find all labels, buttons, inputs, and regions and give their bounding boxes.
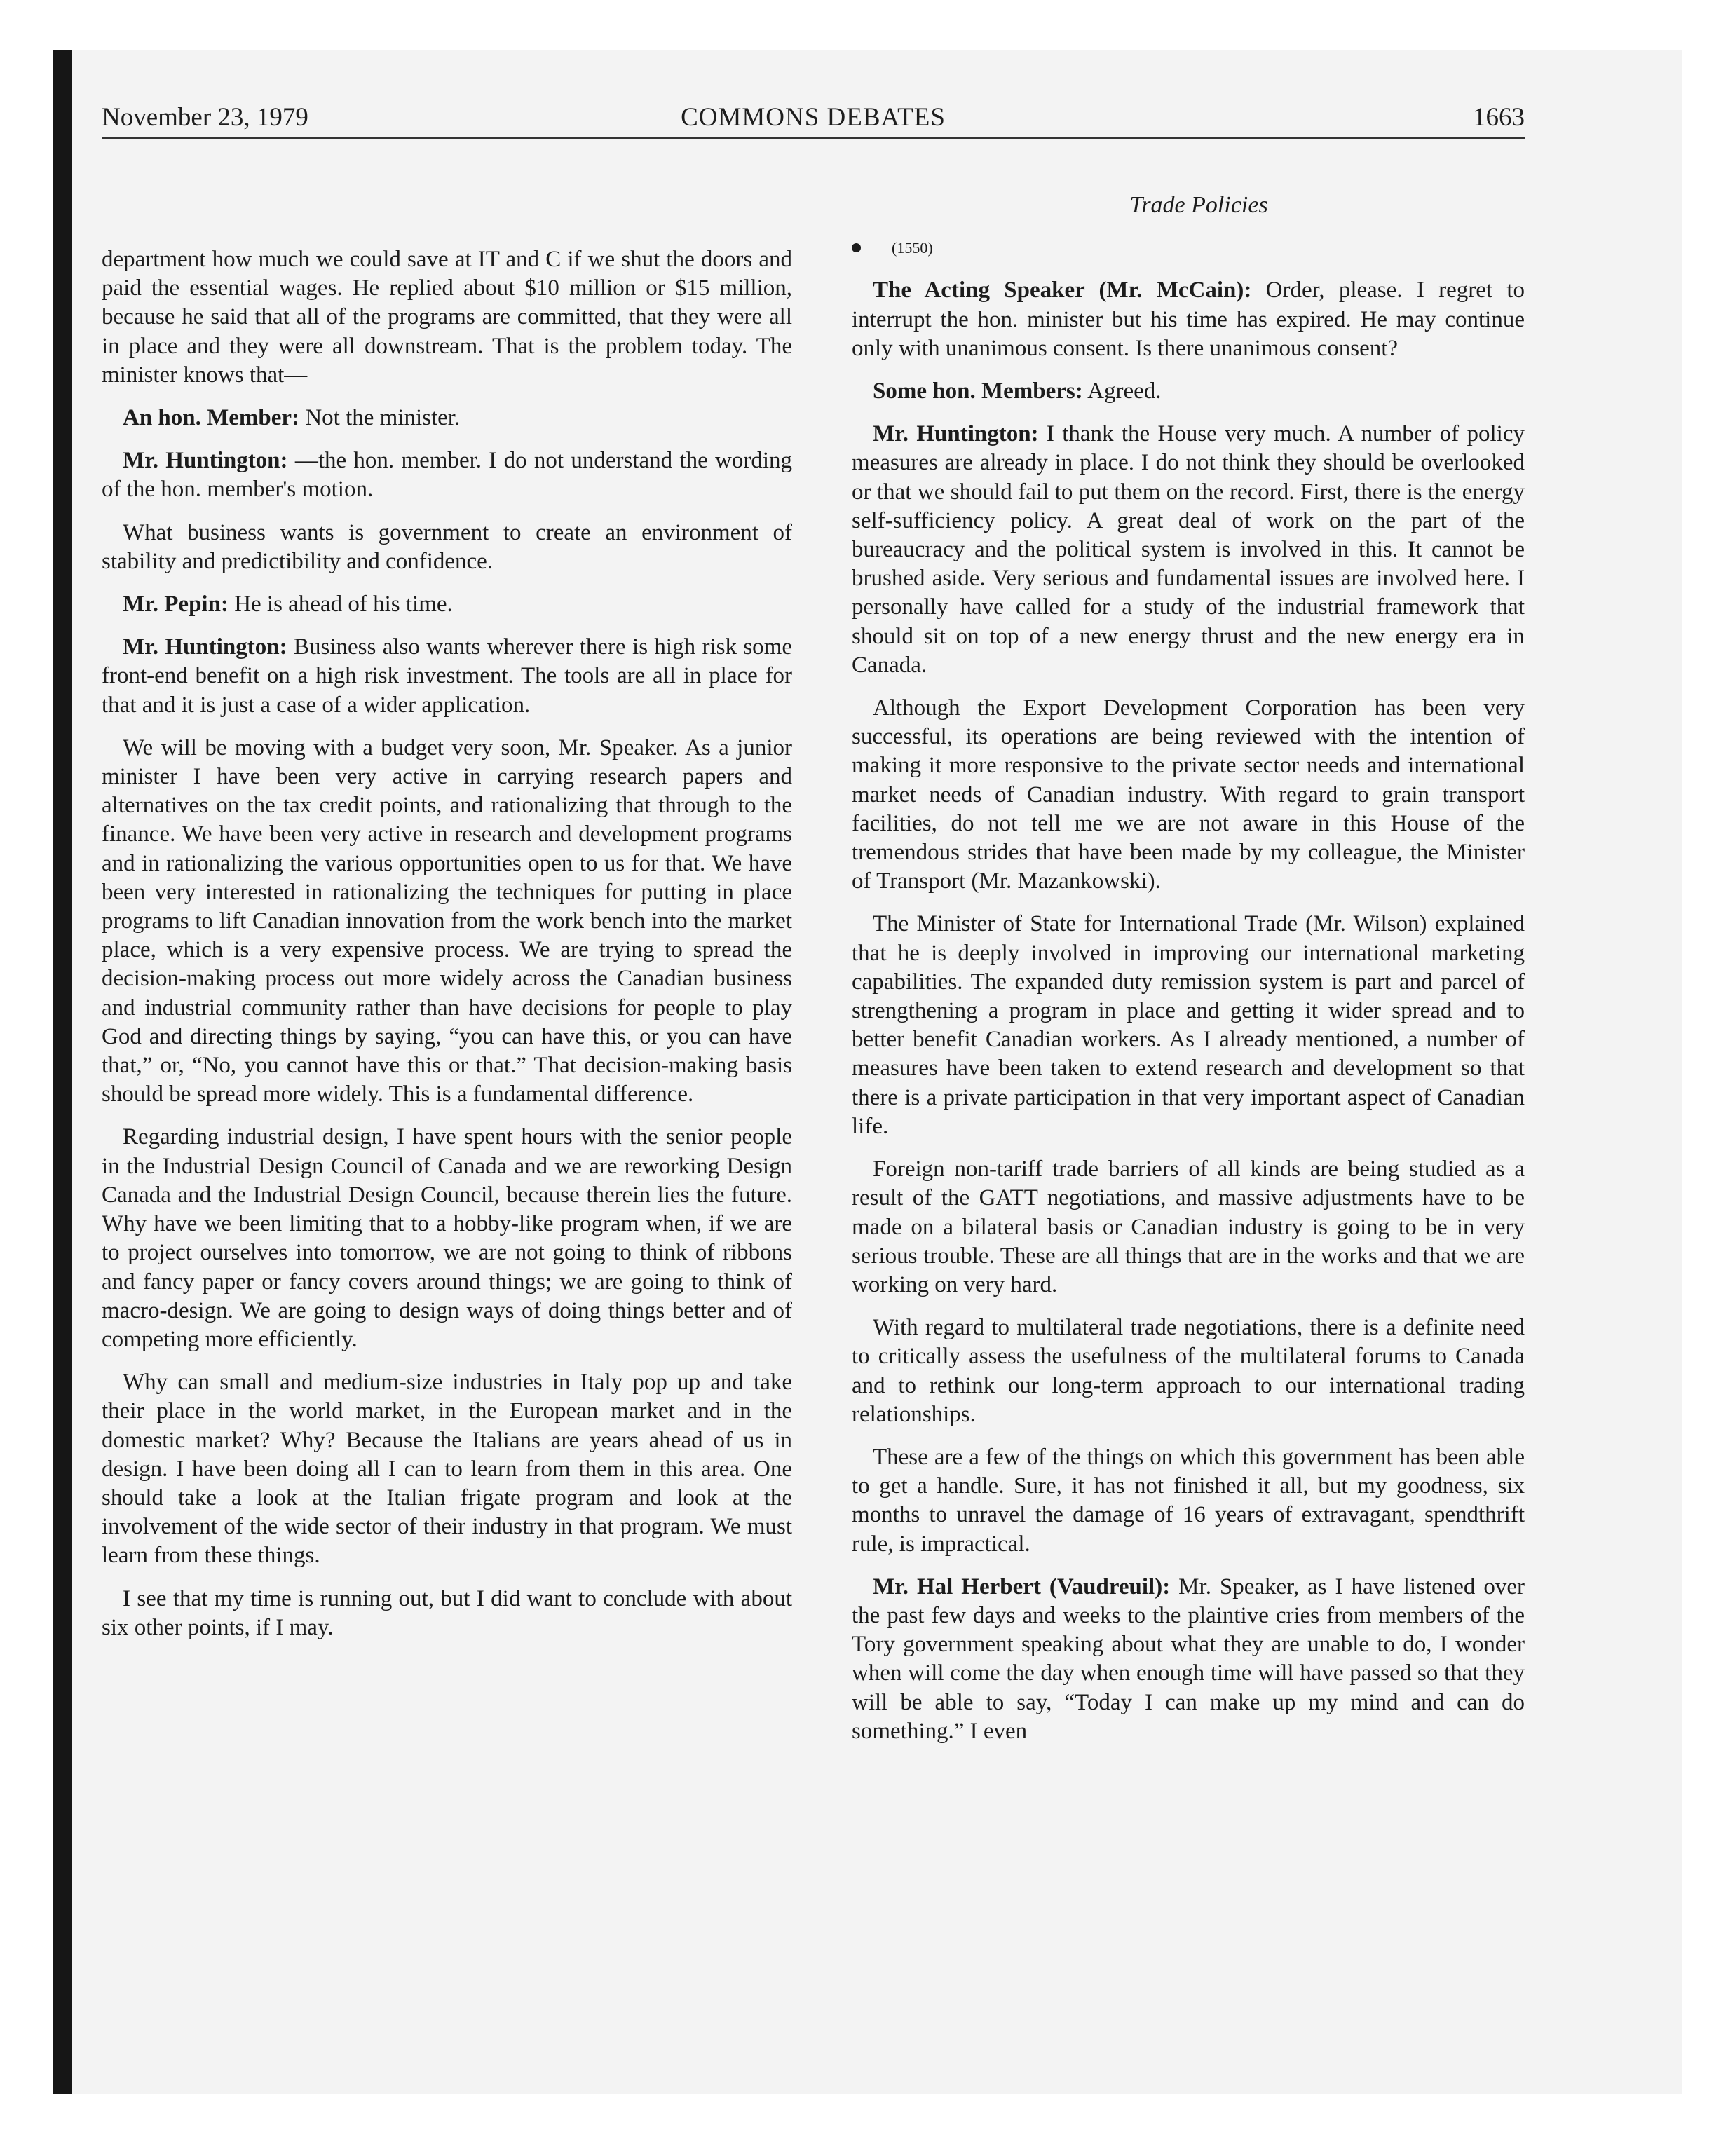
left-column	[102, 245, 792, 1656]
paragraph	[852, 1443, 1525, 1559]
speaker-name: Mr. Hal Herbert (Vaudreuil):	[873, 1574, 1171, 1599]
paragraph-text: Why can small and medium-size industries in Italy pop up and take their place in the world market, in the European market and in the domestic market? Why? Because the Italians are years ahead of us in design. I have been doing all I can to learn from them in this area. One should take a look at the Italian frigate program and look at the involvement of the wide sector of their industry in that program. We must learn from these things.	[102, 1370, 792, 1569]
paragraph	[102, 446, 792, 504]
paragraph-text: These are a few of the things on which this government has been able to get a handle. Sure, it has not finished it all, but my goodness, six months to unravel the damage of 16 years of extravagant, spendthrift rule, is impractical.	[852, 1444, 1525, 1557]
paragraph-text: I see that my time is running out, but I did want to conclude with about six other points, if I may.	[102, 1585, 792, 1640]
paragraph-text: Not the minister.	[299, 405, 461, 431]
paragraph	[102, 633, 792, 720]
page-header	[102, 98, 1525, 139]
paragraph-text: The Minister of State for International Trade (Mr. Wilson) explained that he is deeply involved in improving our international marketing capabilities. The expanded duty remission system is part and parcel of strengthening a program in place and getting it wider spread and to better benefit Canadian workers. As I already mentioned, a number of measures have been taken to extend research and development so that there is a private participation in that very important aspect of Canadian life.	[852, 911, 1525, 1139]
paragraph-text: Foreign non-tariff trade barriers of all kinds are being studied as a result of the GATT negotiations, and massive adjustments have to be made on a bilateral basis or Canadian industry is going to be in very serious trouble. These are all things that are in the works and that we are working on very hard.	[852, 1157, 1525, 1297]
timestamp-text: (1550)	[892, 239, 933, 257]
paragraph-text: Regarding industrial design, I have spent hours with the senior people in the Industrial Design Council of Canada and we are reworking Design Canada and the Industrial Design Council, because therein lies the future. Why have we been limiting that to a hobby-like program when, if we are to project ourselves into tomorrow, we are not going to think of ribbons and fancy paper or fancy covers around things; we are going to think of macro-design. We are going to design ways of doing things better and of competing more efficiently.	[102, 1124, 792, 1352]
header-page-number: 1663	[1473, 103, 1525, 132]
paragraph	[102, 1585, 792, 1642]
speaker-name: Mr. Huntington:	[873, 421, 1039, 447]
paragraph	[852, 1155, 1525, 1299]
paragraph-text: department how much we could save at IT and C if we shut the doors and paid the essential wages. He replied about $10 million or $15 million, because he said that all of the programs are committed, that they were all in place and they were all downstream. That is the problem today. The minister knows that—	[102, 247, 792, 388]
scan-edge-bar	[53, 50, 72, 2094]
paragraph-text: With regard to multilateral trade negotiations, there is a definite need to critically assess the usefulness of the multilateral forums to Canada and to rethink our long-term approach to our international trading relationships.	[852, 1315, 1525, 1427]
paragraph	[102, 404, 792, 432]
speaker-name: Mr. Pepin:	[123, 592, 229, 618]
paragraph-text: Business also wants wherever there is high risk some front-end benefit on a high risk investment. The tools are all in place for that and it is just a case of a wider application.	[102, 634, 792, 718]
paragraph	[852, 1314, 1525, 1429]
section-title: Trade Policies	[1129, 192, 1268, 218]
paragraph	[102, 734, 792, 1110]
paragraph	[852, 420, 1525, 680]
timestamp-marker	[852, 233, 1525, 262]
paragraph-text: Agreed.	[1082, 378, 1162, 404]
paragraph-text: Although the Export Development Corporation has been very successful, its operations are being reviewed with the intention of making it more responsive to the private sector needs and international market needs of Canadian industry. With regard to grain transport facilities, do not tell me we are not aware in this House of the tremendous strides that have been made by my colleague, the Minister of Transport (Mr. Mazankowski).	[852, 695, 1525, 894]
paragraph-text: Order, please. I regret to interrupt the hon. minister but his time has expired. He may continue only with unanimous consent. Is there unanimous consent?	[852, 278, 1525, 361]
paragraph-text: Mr. Speaker, as I have listened over the past few days and weeks to the plaintive cries from members of the Tory government speaking about what they are unable to do, I wonder when will come the day when enough time will have passed so that they will be able to say, “Today I can make up my mind and can do something.” I even	[852, 1574, 1525, 1744]
speaker-name: An hon. Member:	[123, 405, 300, 431]
paragraph	[852, 1573, 1525, 1746]
speaker-name: Some hon. Members:	[873, 378, 1083, 404]
speaker-name: Mr. Huntington:	[123, 448, 288, 474]
paragraph	[102, 1368, 792, 1570]
header-publication: COMMONS DEBATES	[681, 103, 946, 132]
paragraph-text: —the hon. member. I do not understand the wording of the hon. member's motion.	[102, 448, 793, 503]
paragraph	[102, 590, 792, 619]
paragraph-text: We will be moving with a budget very soon, Mr. Speaker. As a junior minister I have been very active in carrying research papers and alternatives on the tax credit points, and rationalizing that through to the finance. We have been very active in research and development programs and in rationalizing the various opportunities open to us for that. We have been very interested in rationalizing the techniques for putting in place programs to lift Canadian innovation from the work bench into the market place, which is a very expensive process. We are trying to spread the decision-making process out more widely across the Canadian business and industrial community rather than have decisions for people to play God and directing things by saying, “you can have this, or you can have that,” or, “No, you cannot have this or that.” That decision-making basis should be spread more widely. This is a fundamental difference.	[102, 735, 792, 1107]
paragraph	[852, 276, 1525, 363]
bullet-icon	[852, 243, 861, 252]
speaker-name: Mr. Huntington:	[123, 634, 287, 660]
paragraph-text: I thank the House very much. A number of policy measures are already in place. I do not think they should be overlooked or that we should fail to put them on the record. First, there is the energy self-sufficiency policy. A great deal of work on the part of the bureaucracy and the political system is involved in this. It cannot be brushed aside. Very serious and fundamental issues are involved here. I personally have called for a study of the industrial framework that should sit on top of a new energy thrust and the new energy era in Canada.	[852, 421, 1525, 678]
paragraph	[852, 377, 1525, 406]
header-date: November 23, 1979	[102, 103, 308, 132]
paragraph-text: What business wants is government to create an environment of stability and predictibility and confidence.	[102, 519, 792, 574]
paragraph	[852, 694, 1525, 896]
paragraph	[102, 245, 792, 390]
right-column	[852, 191, 1525, 1760]
paragraph-text: He is ahead of his time.	[228, 592, 453, 618]
paragraph	[852, 910, 1525, 1141]
paragraph	[102, 1123, 792, 1354]
speaker-name: The Acting Speaker (Mr. McCain):	[873, 278, 1252, 303]
paragraph	[102, 519, 792, 576]
